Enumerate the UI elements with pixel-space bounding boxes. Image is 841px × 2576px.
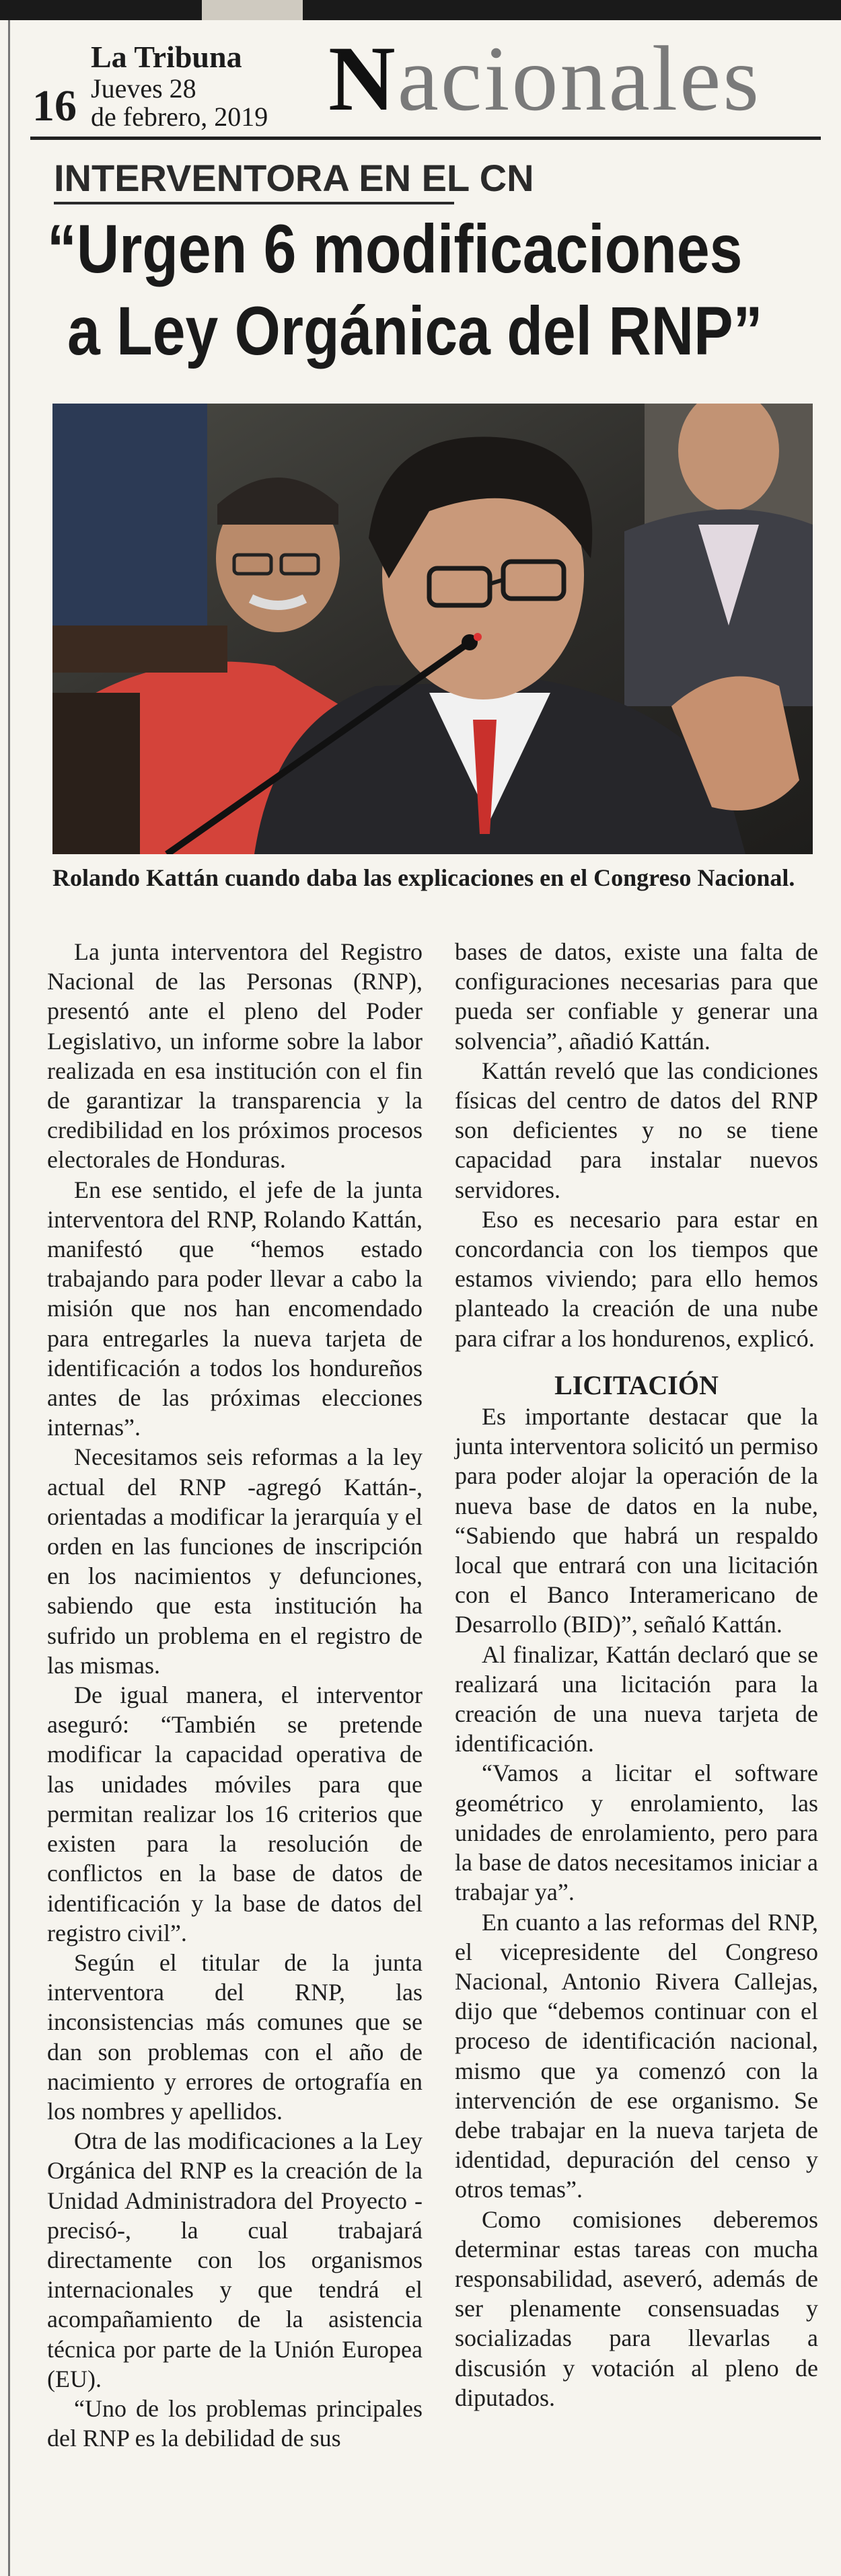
subheading-licitacion: LICITACIÓN [554,1369,719,1400]
headline-line-2: a Ley Orgánica del RNP” [67,293,763,369]
paragraph: Otra de las modificaciones a la Ley Orgánica del RNP es la creación de la Unidad Administradora del Proyecto -precisó-, la cual trabajará directamente con los organismos internacionales y que tendrá el acompañamiento de la asistencia técnica por parte de la Unión Europea (EU). [47,2127,423,2392]
article-photo [52,404,813,854]
headline-line-1: “Urgen 6 modificaciones [47,211,743,287]
paragraph: Es importante destacar que la junta interventora solicitó un permiso para poder alojar la operación de la nueva base de datos en la nube, “Sabiendo que habrá un respaldo local que entrará con una licitación con el Banco Interamericano de Desarrollo (BID)”, señaló Kattán. [455,1403,818,1638]
article-column-2 [455,937,818,2413]
photo-caption: Rolando Kattán cuando daba las explicaciones en el Congreso Nacional. [52,864,795,891]
photo-illustration [52,404,813,854]
paragraph: “Uno de los problemas principales del RNP es la debilidad de sus [47,2394,423,2452]
paragraph: Necesitamos seis reformas a la ley actual del RNP -agregó Kattán-, orientadas a modificar la jerarquía y el orden en las funciones de inscripción en los nacimientos y defunciones, sabiendo que esta institución ha sufrido un problema en el registro de las mismas. [47,1443,423,1679]
paragraph: Eso es necesario para estar en concordancia con los tiempos que estamos viviendo; para ello hemos planteado la creación de una nube para cifrar a los hondurenos, explicó. [455,1205,818,1352]
article-column-1 [47,937,423,2453]
page-left-rule [8,20,10,2576]
article-kicker: INTERVENTORA EN EL CN [54,157,534,199]
paragraph: En ese sentido, el jefe de la junta interventora del RNP, Rolando Kattán, manifestó que “hemos estado trabajando para poder llevar a cabo la misión que nos han encomendado para entregarles la nueva tarjeta de identificación a todos los hondureños antes de las próximas elecciones internas”. [47,1176,423,1441]
date-line-1: Jueves 28 [91,73,196,104]
scan-top-strip [0,0,841,20]
paragraph: En cuanto a las reformas del RNP, el vicepresidente del Congreso Nacional, Antonio Rivera Callejas, dijo que “debemos continuar con el proceso de identificación nacional, mismo que ya comenzó con la intervención de ese organismo. Se debe trabajar en la nueva tarjeta de identidad, depuración del censo y otros temas”. [455,1908,818,2203]
page-number: 16 [32,81,77,130]
section-title-rest: acionales [397,27,762,130]
paragraph: “Vamos a licitar el software geométrico y enrolamiento, las unidades de enrolamiento, pero para la base de datos necesitamos iniciar a trabajar ya”. [455,1759,818,1906]
newspaper-name: La Tribuna [91,40,242,74]
paragraph: Kattán reveló que las condiciones físicas del centro de datos del RNP son deficientes y no se tiene capacidad para instalar nuevos servidores. [455,1057,818,1203]
paragraph: De igual manera, el interventor aseguró: “También se pretende modificar la capacidad operativa de las unidades móviles para que permitan realizar los 16 criterios que existen para la resolución de conflictos en la base de datos de identificación y la base de datos del registro civil”. [47,1681,423,1946]
kicker-underline [54,202,454,204]
date-line-2: de febrero, 2019 [91,102,268,132]
paragraph: La junta interventora del Registro Nacional de las Personas (RNP), presentó ante el pleno del Poder Legislativo, un informe sobre la labor realizada en esa institución con el fin de garantizar la transparencia y la credibilidad en los próximos procesos electorales de Honduras. [47,938,423,1174]
header-rule [30,137,821,140]
paragraph: Según el titular de la junta interventora del RNP, las inconsistencias más comunes que se dan son problemas con el año de nacimiento y errores de ortografía en los nombres y apellidos. [47,1948,423,2125]
section-title [328,28,761,129]
paragraph: Al finalizar, Kattán declaró que se realizará una licitación para la creación de una nueva tarjeta de identificación. [455,1640,818,1757]
section-title-initial: N [328,27,398,130]
paragraph: bases de datos, existe una falta de configuraciones necesarias para que pueda ser confiable y generar una solvencia”, añadió Kattán. [455,938,818,1055]
paragraph: Como comisiones deberemos determinar estas tareas con mucha responsabilidad, aseveró, además de ser plenamente consensuadas y socializadas para llevarlas a discusión y votación al pleno de diputados. [455,2205,818,2411]
